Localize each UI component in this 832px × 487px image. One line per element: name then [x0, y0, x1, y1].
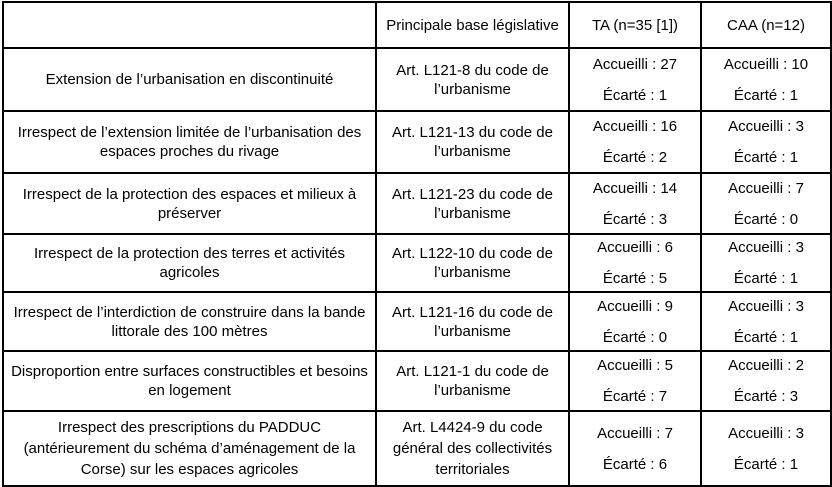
cell-ta-counts: [569, 111, 701, 173]
cell-legal-basis: Art. L4424-9 du code général des collectivités territoriales: [376, 411, 569, 486]
cell-ta-counts: [569, 411, 701, 486]
cell-motif: Irrespect de l’interdiction de construire dans la bande littorale des 100 mètres: [3, 292, 376, 351]
cell-caa-counts: [701, 351, 831, 411]
header-cell-legal-basis: Principale base législative: [376, 2, 569, 48]
ta-ecarte: Écarté : 3: [602, 210, 668, 228]
cell-motif: Irrespect des prescriptions du PADDUC (antérieurement du schéma d’aménagement de la Corse) sur les espaces agricoles: [3, 411, 376, 486]
ta-ecarte: Écarté : 6: [602, 455, 668, 473]
ta-ecarte: Écarté : 5: [602, 270, 668, 287]
ta-accueilli: Accueilli : 7: [597, 424, 673, 442]
caa-accueilli: Accueilli : 2: [728, 357, 804, 374]
table-header-row: [3, 2, 831, 48]
caa-accueilli: Accueilli : 3: [728, 424, 804, 442]
caa-accueilli: Accueilli : 3: [728, 297, 804, 315]
cell-caa-counts: [701, 111, 831, 173]
table-row: [3, 292, 831, 351]
cell-ta-counts: [569, 292, 701, 351]
cell-caa-counts: [701, 173, 831, 234]
cell-ta-counts: [569, 173, 701, 234]
cell-ta-counts: [569, 234, 701, 292]
cell-motif: Extension de l’urbanisation en discontinuité: [3, 48, 376, 111]
cell-caa-counts: [701, 234, 831, 292]
cell-motif: Disproportion entre surfaces constructibles et besoins en logement: [3, 351, 376, 411]
cell-legal-basis: Art. L121-23 du code de l’urbanisme: [376, 173, 569, 234]
cell-ta-counts: [569, 351, 701, 411]
ta-accueilli: Accueilli : 9: [597, 297, 673, 315]
table-row: [3, 48, 831, 111]
caa-ecarte: Écarté : 3: [733, 388, 799, 405]
cell-legal-basis: Art. L121-13 du code de l’urbanisme: [376, 111, 569, 173]
ta-ecarte: Écarté : 0: [602, 328, 668, 346]
header-cell-empty: [3, 2, 376, 48]
table-row: [3, 173, 831, 234]
caa-accueilli: Accueilli : 7: [728, 179, 804, 197]
cell-legal-basis: Art. L121-1 du code de l’urbanisme: [376, 351, 569, 411]
cell-motif: Irrespect de la protection des espaces et milieux à préserver: [3, 173, 376, 234]
caa-accueilli: Accueilli : 3: [728, 118, 804, 135]
ta-ecarte: Écarté : 1: [602, 86, 668, 104]
caa-ecarte: Écarté : 1: [733, 455, 799, 473]
table-row: [3, 351, 831, 411]
ta-ecarte: Écarté : 7: [602, 388, 668, 405]
ta-accueilli: Accueilli : 6: [597, 239, 673, 256]
cell-caa-counts: [701, 48, 831, 111]
caa-ecarte: Écarté : 1: [733, 149, 799, 166]
cell-ta-counts: [569, 48, 701, 111]
cell-motif: Irrespect de la protection des terres et activités agricoles: [3, 234, 376, 292]
cell-legal-basis: Art. L122-10 du code de l’urbanisme: [376, 234, 569, 292]
header-cell-caa: CAA (n=12): [701, 2, 831, 48]
cell-motif: Irrespect de l’extension limitée de l’urbanisation des espaces proches du rivage: [3, 111, 376, 173]
cell-caa-counts: [701, 292, 831, 351]
cell-legal-basis: Art. L121-8 du code de l’urbanisme: [376, 48, 569, 111]
caa-ecarte: Écarté : 1: [733, 328, 799, 346]
ta-accueilli: Accueilli : 5: [597, 357, 673, 374]
table-row: [3, 234, 831, 292]
ta-accueilli: Accueilli : 27: [592, 55, 678, 73]
cell-caa-counts: [701, 411, 831, 486]
table-row: [3, 411, 831, 486]
ta-accueilli: Accueilli : 16: [592, 118, 678, 135]
ta-accueilli: Accueilli : 14: [592, 179, 678, 197]
legal-table-container: [2, 1, 830, 485]
caa-ecarte: Écarté : 1: [733, 270, 799, 287]
caa-accueilli: Accueilli : 3: [728, 239, 804, 256]
legal-grounds-table: [2, 1, 832, 487]
cell-legal-basis: Art. L121-16 du code de l’urbanisme: [376, 292, 569, 351]
header-cell-ta: TA (n=35 [1]): [569, 2, 701, 48]
caa-ecarte: Écarté : 1: [733, 86, 799, 104]
caa-ecarte: Écarté : 0: [733, 210, 799, 228]
ta-ecarte: Écarté : 2: [602, 149, 668, 166]
table-row: [3, 111, 831, 173]
caa-accueilli: Accueilli : 10: [723, 55, 809, 73]
